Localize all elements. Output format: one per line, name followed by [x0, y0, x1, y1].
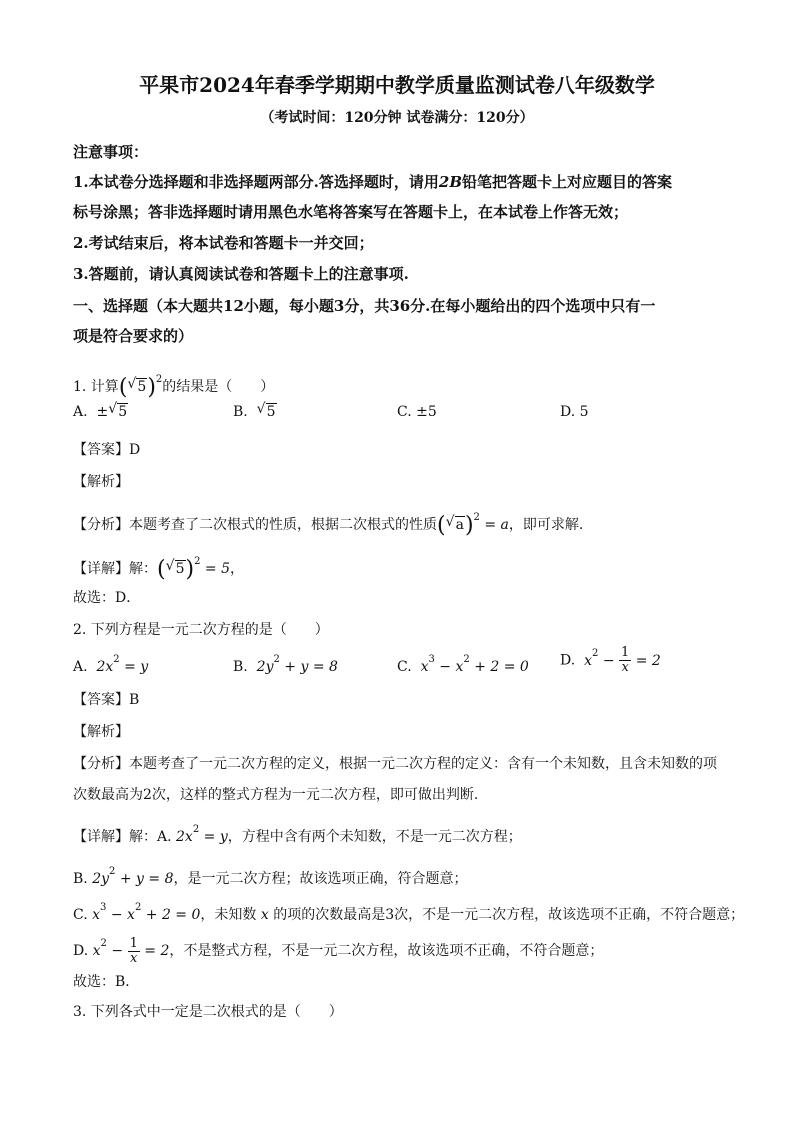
note-3: 3.答题前，请认真阅读试卷和答题卡上的注意事项.: [73, 265, 409, 283]
q1-option-d: D. 5: [560, 404, 589, 420]
q2-xiangjie-c: C. $x^3 - x^2 + 2 = 0$，未知数 x 的项的次数最高是3次，不是一元二次方程，故该选项不正确，不符合题意；: [73, 902, 745, 923]
q1-options: [73, 401, 723, 426]
q2-xiangjie-d: D. $x^2$ − $\frac{1}{x}$ = 2，不是整式方程，不是一元二次方程，故该选项不正确，不符合题意；: [73, 935, 604, 966]
q1-stem: 1. 计算( √ 5)$^2$的结果是（ ）: [73, 374, 275, 400]
q2-option-d: D. $x^2$ − $\frac{1}{x}$ = 2: [560, 645, 661, 675]
q2-fenxi-line-1: 【分析】本题考查了一元二次方程的定义，根据一元二次方程的定义：含有一个未知数，且含未知数的项: [73, 756, 717, 772]
q1-option-a: A. ± √ 5: [73, 401, 128, 420]
q2-fenxi-line-2: 次数最高为2次，这样的整式方程为一元二次方程，即可做出判断.: [73, 787, 479, 803]
note-1-line-2: 标号涂黑；答非选择题时请用黑色水笔将答案写在答题卡上，在本试卷上作答无效；: [73, 203, 629, 221]
q1-analysis-heading: 【解析】: [73, 474, 129, 490]
q2-options: [73, 645, 723, 676]
q1-choose: 故选：D．: [73, 590, 141, 606]
q2-option-b: B. $2y^2 + y = 8$: [233, 654, 338, 675]
q3-stem: 3. 下列各式中一定是二次根式的是（ ）: [73, 1004, 343, 1020]
q1-fenxi: 【分析】本题考查了二次根式的性质，根据二次根式的性质( √ a)$^2$ = a，即可求解.: [73, 512, 584, 538]
q1-expression: ( √ 5)$^2$: [118, 374, 163, 400]
q2-answer: 【答案】B: [73, 692, 140, 708]
note-1-line-1: 1.本试卷分选择题和非选择题两部分.答选择题时，请用2B铅笔把答题卡上对应题目的答案: [73, 173, 673, 191]
q1-answer: 【答案】D: [73, 442, 141, 458]
q2-analysis-heading: 【解析】: [73, 724, 129, 740]
section-1-heading: 一、选择题（本大题共12小题，每小题3分，共36分.在每小题给出的四个选项中只有一: [73, 297, 656, 315]
q2-xiangjie-b: B. $2y^2 + y = 8$，是一元二次方程；故该选项正确，符合题意；: [73, 866, 468, 887]
q1-option-b: B. √ 5: [233, 401, 276, 420]
q2-choose: 故选：B．: [73, 974, 140, 990]
exam-title: 平果市2024年春季学期期中教学质量监测试卷八年级数学: [139, 73, 655, 97]
section-1-heading-cont: 项是符合要求的）: [73, 327, 194, 345]
q1-option-c: C. ±5: [397, 404, 437, 420]
q2-option-a: A. $2x^2 = y$: [73, 654, 149, 675]
q1-xiangjie: 【详解】解：( √ 5)$^2$ = 5，: [73, 556, 245, 582]
exam-subtitle: （考试时间：120分钟 试卷满分：120分）: [260, 110, 534, 126]
q2-xiangjie-a: 【详解】解：A. $2x^2 = y$，方程中含有两个未知数，不是一元二次方程；: [73, 824, 522, 845]
q2-option-c: C. $x^3 - x^2 + 2 = 0$: [397, 654, 529, 675]
q2-stem: 2. 下列方程是一元二次方程的是（ ）: [73, 622, 329, 638]
note-2: 2.考试结束后，将本试卷和答题卡一并交回；: [73, 234, 374, 252]
notes-heading: 注意事项：: [73, 143, 149, 161]
